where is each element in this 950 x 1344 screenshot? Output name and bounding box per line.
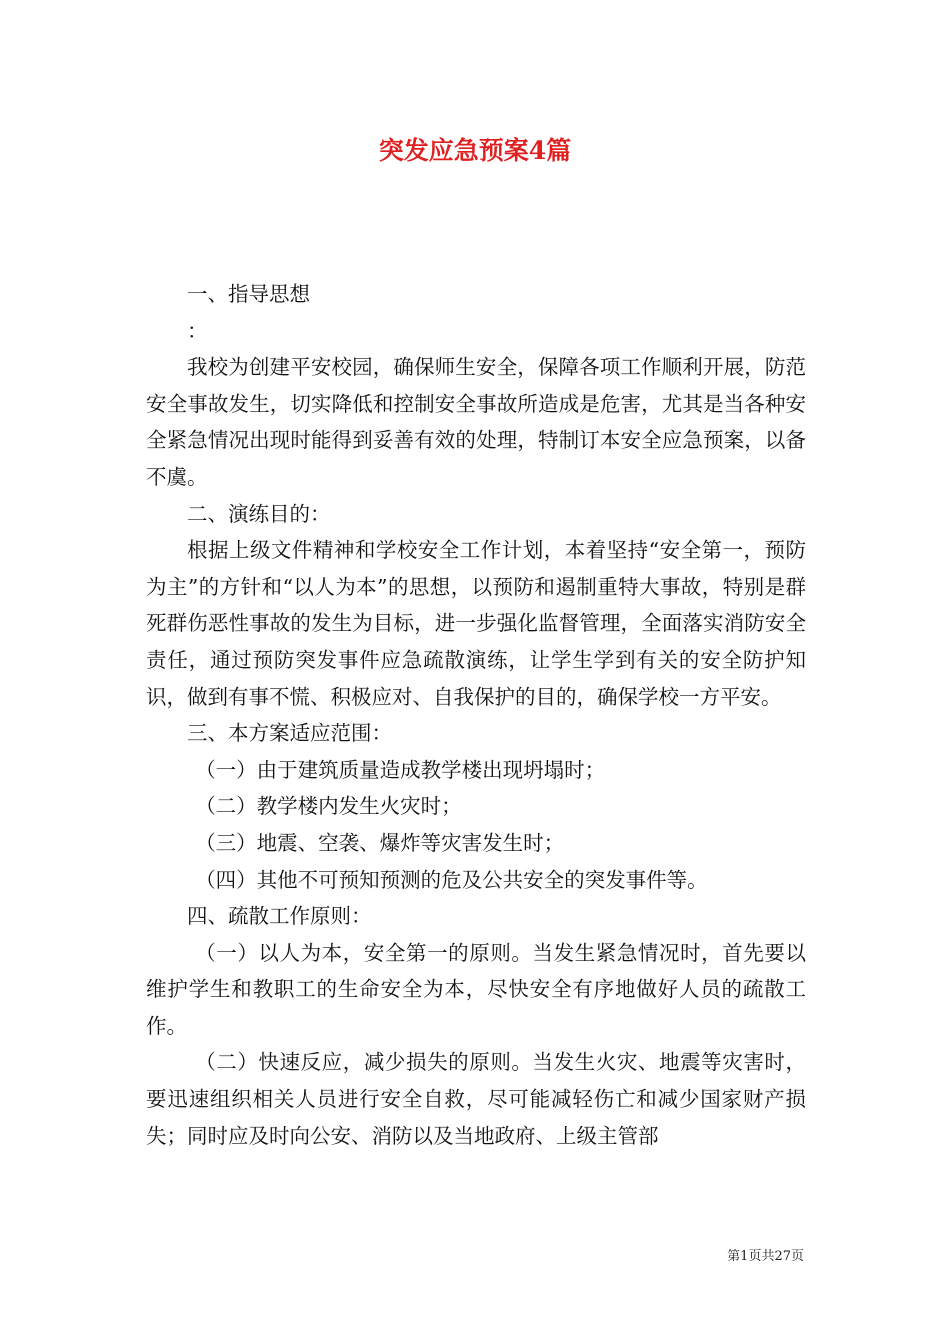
- principle-item-1: （一）以人为本，安全第一的原则。当发生紧急情况时，首先要以维护学生和教职工的生命安全为本，尽快安全有序地做好人员的疏散工作。: [146, 940, 806, 1038]
- section-heading-2: 二、演练目的：: [187, 501, 331, 526]
- page-title: 突发应急预案4篇: [378, 136, 572, 165]
- section-heading-3: 三、本方案适应范围：: [187, 721, 392, 746]
- scope-item-1: （一）由于建筑质量造成教学楼出现坍塌时；: [195, 757, 606, 782]
- scope-item-3: （三）地震、空袭、爆炸等灾害发生时；: [195, 830, 565, 855]
- page-number-footer: 第1页共27页: [727, 1249, 804, 1264]
- colon-line: ：: [187, 318, 208, 343]
- paragraph-intro: 我校为创建平安校园，确保师生安全，保障各项工作顺利开展，防范安全事故发生，切实降低和控制安全事故所造成是危害，尤其是当各种安全紧急情况出现时能得到妥善有效的处理，特制订本安全应急预案，以备不虞。: [146, 355, 806, 489]
- principle-item-2: （二）快速反应，减少损失的原则。当发生火灾、地震等灾害时，要迅速组织相关人员进行安全自救，尽可能减轻伤亡和减少国家财产损失；同时应及时向公安、消防以及当地政府、上级主管部: [146, 1050, 806, 1148]
- section-heading-4: 四、疏散工作原则：: [187, 904, 372, 929]
- scope-item-2: （二）教学楼内发生火灾时；: [195, 794, 462, 819]
- section-heading-1: 一、指导思想: [187, 282, 310, 306]
- scope-item-4: （四）其他不可预知预测的危及公共安全的突发事件等。: [195, 867, 708, 892]
- document-body: [146, 276, 806, 1154]
- paragraph-purpose: 根据上级文件精神和学校安全工作计划，本着坚持“安全第一，预防为主”的方针和“以人为本”的思想，以预防和遏制重特大事故，特别是群死群伤恶性事故的发生为目标，进一步强化监督管理，全面落实消防安全责任，通过预防突发事件应急疏散演练，让学生学到有关的安全防护知识，做到有事不慌、积极应对、自我保护的目的，确保学校一方平安。: [146, 538, 806, 709]
